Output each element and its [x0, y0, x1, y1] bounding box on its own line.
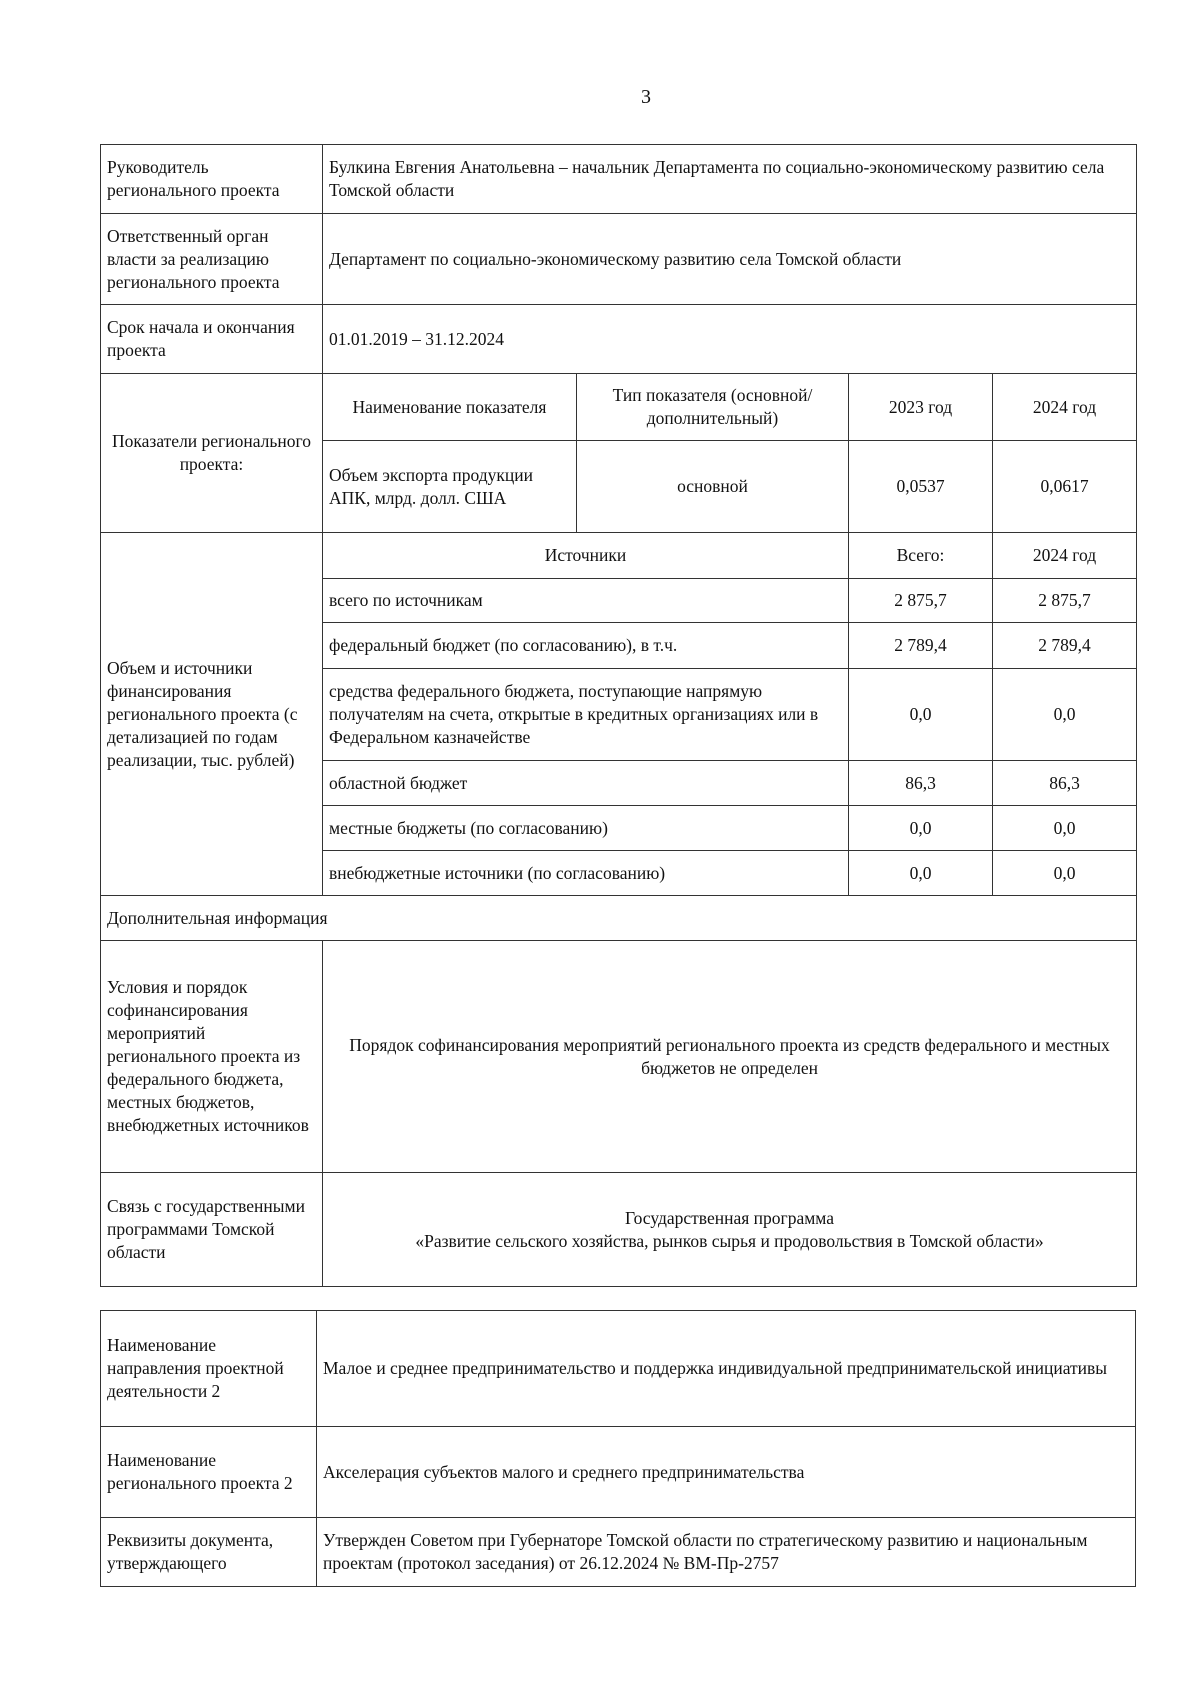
finance-source: средства федерального бюджета, поступающие напрямую получателям на счета, открытые в кредитных организациях или в Федеральном казначействе [323, 669, 849, 761]
additional-info-row [101, 896, 1137, 941]
leader-row [101, 145, 1137, 214]
finance-label: Объем и источники финансирования регионального проекта (с детализацией по годам реализации, тыс. рублей) [101, 533, 323, 896]
finance-2024: 0,0 [993, 851, 1137, 896]
finance-header-row [101, 533, 1137, 579]
term-label: Срок начала и окончания проекта [101, 305, 323, 374]
cofinancing-label: Условия и порядок софинансирования мероприятий регионального проекта из федерального бюджета, местных бюджетов, внебюджетных источников [101, 941, 323, 1173]
leader-label: Руководитель регионального проекта [101, 145, 323, 214]
document-row [101, 1518, 1136, 1587]
finance-2024: 86,3 [993, 761, 1137, 806]
indicator-name: Объем экспорта продукции АПК, млрд. долл. США [323, 441, 577, 533]
finance-header-2024: 2024 год [993, 533, 1137, 579]
project-name-label: Наименование регионального проекта 2 [101, 1427, 317, 1518]
indicator-type: основной [577, 441, 849, 533]
program-link-line-1: Государственная программа [625, 1207, 835, 1228]
finance-source: всего по источникам [323, 579, 849, 623]
indicator-header-type: Тип показателя (основной/ дополнительный) [577, 374, 849, 441]
project-passport-table [100, 144, 1137, 1287]
indicator-2024: 0,0617 [993, 441, 1137, 533]
indicator-header-2024: 2024 год [993, 374, 1137, 441]
program-link-row [101, 1173, 1137, 1287]
finance-2024: 2 789,4 [993, 623, 1137, 669]
finance-header-total: Всего: [849, 533, 993, 579]
finance-header-sources: Источники [323, 533, 849, 579]
program-link-value [323, 1173, 1137, 1287]
indicators-header-row [101, 374, 1137, 441]
cofinancing-value: Порядок софинансирования мероприятий регионального проекта из средств федерального и местных бюджетов не определен [323, 941, 1137, 1173]
finance-source: внебюджетные источники (по согласованию) [323, 851, 849, 896]
org-row [101, 214, 1137, 305]
finance-source: местные бюджеты (по согласованию) [323, 806, 849, 851]
finance-total: 2 875,7 [849, 579, 993, 623]
org-label: Ответственный орган власти за реализацию регионального проекта [101, 214, 323, 305]
program-link-line-2: «Развитие сельского хозяйства, рынков сырья и продовольствия в Томской области» [415, 1230, 1044, 1251]
finance-total: 2 789,4 [849, 623, 993, 669]
finance-total: 0,0 [849, 806, 993, 851]
document-value: Утвержден Советом при Губернаторе Томской области по стратегическому развитию и национальным проектам (протокол заседания) от 26.12.2024 № ВМ-Пр-2757 [317, 1518, 1136, 1587]
finance-total: 86,3 [849, 761, 993, 806]
leader-value: Булкина Евгения Анатольевна – начальник Департамента по социально-экономическому развитию села Томской области [323, 145, 1137, 214]
finance-total: 0,0 [849, 669, 993, 761]
finance-2024: 0,0 [993, 806, 1137, 851]
direction-row [101, 1311, 1136, 1427]
page-number: 3 [641, 86, 651, 108]
project-name-value: Акселерация субъектов малого и среднего предпринимательства [317, 1427, 1136, 1518]
document-label: Реквизиты документа, утверждающего [101, 1518, 317, 1587]
org-value: Департамент по социально-экономическому развитию села Томской области [323, 214, 1137, 305]
finance-2024: 0,0 [993, 669, 1137, 761]
direction-label: Наименование направления проектной деятельности 2 [101, 1311, 317, 1427]
project-name-row [101, 1427, 1136, 1518]
term-value: 01.01.2019 – 31.12.2024 [323, 305, 1137, 374]
finance-source: федеральный бюджет (по согласованию), в т.ч. [323, 623, 849, 669]
direction-value: Малое и среднее предпринимательство и поддержка индивидуальной предпринимательской инициативы [317, 1311, 1136, 1427]
cofinancing-row [101, 941, 1137, 1173]
finance-source: областной бюджет [323, 761, 849, 806]
indicator-header-2023: 2023 год [849, 374, 993, 441]
term-row [101, 305, 1137, 374]
finance-2024: 2 875,7 [993, 579, 1137, 623]
finance-total: 0,0 [849, 851, 993, 896]
indicators-label: Показатели регионального проекта: [101, 374, 323, 533]
indicator-2023: 0,0537 [849, 441, 993, 533]
program-link-label: Связь с государственными программами Томской области [101, 1173, 323, 1287]
project-2-table [100, 1310, 1136, 1587]
indicator-header-name: Наименование показателя [323, 374, 577, 441]
additional-info-heading: Дополнительная информация [101, 896, 1137, 941]
